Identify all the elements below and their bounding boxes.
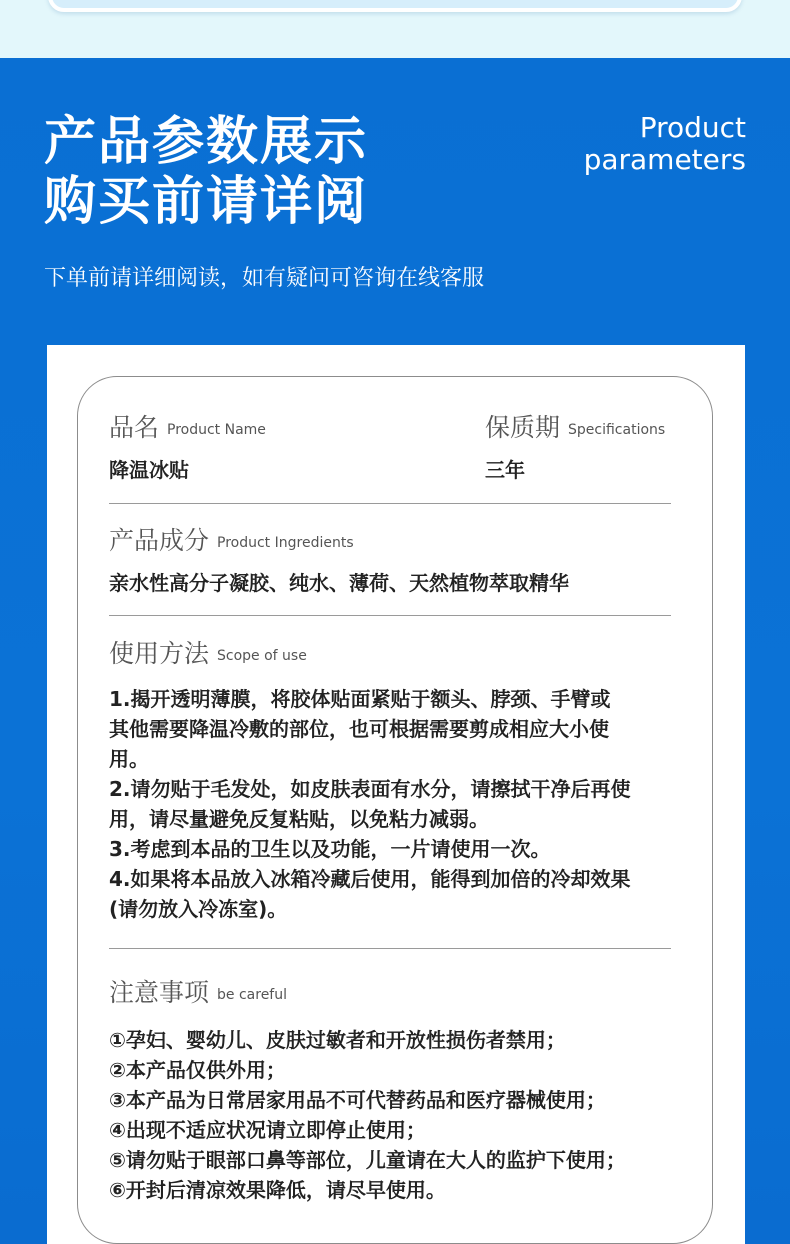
cautions-text [109, 1025, 626, 1205]
page-subtitle: 下单前请详细阅读，如有疑问可咨询在线客服 [44, 266, 485, 291]
ingredients-value: 亲水性高分子凝胶、纯水、薄荷、天然植物萃取精华 [109, 571, 569, 595]
parameters-card [47, 345, 745, 1244]
usage-line: 其他需要降温冷敷的部位，也可根据需要剪成相应大小使 [109, 717, 609, 741]
product-name-value: 降温冰贴 [109, 458, 189, 482]
english-title-line-2: parameters [583, 143, 746, 176]
usage-line: 用。 [109, 747, 149, 771]
usage-line: 2.请勿贴于毛发处，如皮肤表面有水分，请擦拭干净后再使 [109, 777, 631, 801]
ingredients-label-en: Product Ingredients [217, 535, 354, 551]
product-name-label-cn: 品名 [109, 413, 160, 442]
caution-line: ①孕妇、婴幼儿、皮肤过敏者和开放性损伤者禁用； [109, 1028, 566, 1052]
shelf-life-label-en: Specifications [568, 422, 666, 438]
caution-line: ⑥开封后清凉效果降低，请尽早使用。 [109, 1178, 446, 1202]
caution-line: ③本产品为日常居家用品不可代替药品和医疗器械使用； [109, 1088, 606, 1112]
divider [109, 948, 671, 949]
ingredients-label-cn: 产品成分 [109, 526, 210, 555]
usage-line: 4.如果将本品放入冰箱冷藏后使用，能得到加倍的冷却效果 [109, 867, 631, 891]
cautions-label-en: be careful [217, 987, 287, 1003]
page-title [44, 112, 368, 232]
usage-label-cn: 使用方法 [109, 639, 210, 668]
english-title [506, 112, 746, 176]
top-strip [0, 0, 790, 58]
usage-line: (请勿放入冷冻室)。 [109, 897, 288, 921]
shelf-life-value: 三年 [485, 458, 525, 482]
title-line-2: 购买前请详阅 [44, 172, 369, 232]
product-name-label-en: Product Name [167, 422, 266, 438]
caution-line: ②本产品仅供外用； [109, 1058, 286, 1082]
shelf-life-label [485, 413, 665, 445]
caution-line: ④出现不适应状况请立即停止使用； [109, 1118, 426, 1142]
title-line-1: 产品参数展示 [44, 112, 369, 172]
usage-line: 1.揭开透明薄膜，将胶体贴面紧贴于额头、脖颈、手臂或 [109, 687, 611, 711]
top-decorative-pill [48, 0, 742, 12]
usage-line: 3.考虑到本品的卫生以及功能，一片请使用一次。 [109, 837, 551, 861]
english-title-line-1: Product [639, 111, 746, 144]
caution-line: ⑤请勿贴于眼部口鼻等部位，儿童请在大人的监护下使用； [109, 1148, 626, 1172]
divider [109, 503, 671, 504]
divider [109, 615, 671, 616]
usage-label [109, 639, 307, 671]
usage-text [109, 684, 631, 924]
cautions-label-cn: 注意事项 [109, 978, 210, 1007]
cautions-label [109, 978, 287, 1010]
ingredients-label [109, 526, 354, 558]
usage-line: 用，请尽量避免反复粘贴，以免粘力减弱。 [109, 807, 489, 831]
usage-label-en: Scope of use [217, 648, 307, 664]
product-name-label [109, 413, 266, 445]
parameters-frame [77, 376, 713, 1244]
shelf-life-label-cn: 保质期 [485, 413, 561, 442]
